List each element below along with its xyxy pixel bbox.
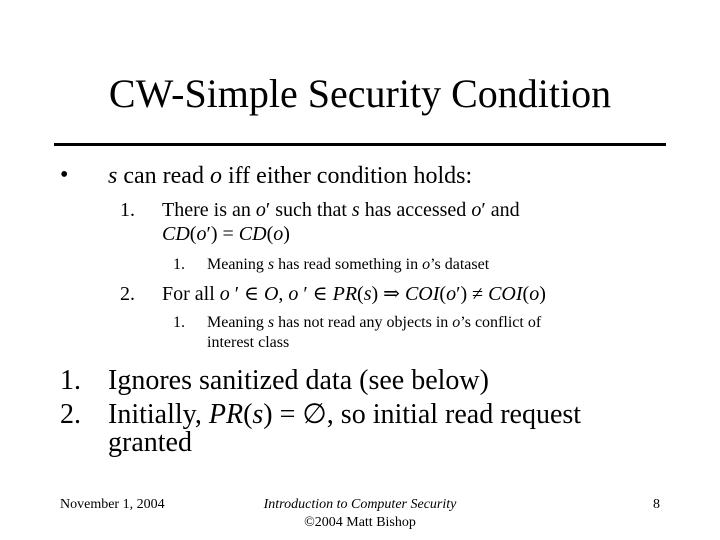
text-fragment: Meaning [207, 256, 268, 273]
var-o: o [422, 256, 431, 273]
footer-copyright: ©2004 Matt Bishop [304, 515, 416, 530]
var-o: o [446, 283, 457, 305]
text-fragment: , [278, 283, 289, 305]
text-fragment: has accessed [359, 199, 472, 221]
prime-symbol: ′ [206, 223, 211, 245]
text-fragment: can read [117, 163, 210, 189]
var-o: o [219, 283, 230, 305]
text-fragment: There is an [162, 199, 256, 221]
condition-1-sub-text [207, 255, 489, 275]
text-fragment: ( [357, 283, 364, 305]
text-fragment: has not read any objects in [274, 314, 453, 331]
var-o: o [209, 163, 222, 189]
var-o: o [196, 223, 207, 245]
page-number: 8 [653, 497, 660, 512]
var-s: s [267, 314, 275, 331]
prime-symbol: ′ [265, 199, 271, 221]
var-o: o [471, 199, 482, 221]
text-fragment: ) = [210, 223, 239, 245]
condition-1-number: 1. [120, 199, 135, 221]
var-o: o [288, 283, 299, 305]
func-cd: CD [238, 223, 267, 245]
var-s: s [252, 399, 264, 430]
point-1-number: 1. [60, 365, 81, 396]
text-fragment: and [485, 199, 520, 221]
math-symbol: ′ ∈ [298, 283, 333, 305]
condition-2-sub-number: 1. [173, 314, 185, 331]
condition-2-sub-text-line-2: interest class [207, 334, 290, 351]
prime-symbol: ′ [456, 283, 461, 305]
var-o: o [273, 223, 284, 245]
var-o: o [452, 314, 461, 331]
slide-title: CW-Simple Security Condition [108, 71, 612, 116]
func-pr: PR [208, 399, 244, 430]
text-fragment: ) [283, 223, 290, 245]
condition-2-sub-text [207, 313, 541, 333]
text-fragment: such that [270, 199, 352, 221]
condition-1-sub-number: 1. [173, 256, 185, 273]
var-s: s [363, 283, 372, 305]
text-fragment: has read something in [274, 256, 423, 273]
footer-course: Introduction to Computer Security [263, 497, 457, 512]
bullet-icon: • [60, 162, 69, 188]
text-fragment: ( [266, 223, 274, 245]
text-fragment: ( [522, 283, 530, 305]
point-2-text-line-2: granted [108, 427, 192, 458]
math-symbol: ) ⇒ [371, 283, 405, 305]
var-o: o [255, 199, 266, 221]
footer-date: November 1, 2004 [60, 497, 165, 512]
condition-1-line-1 [162, 198, 520, 222]
text-fragment: iff either condition holds: [221, 163, 473, 189]
text-fragment: ’s dataset [430, 256, 490, 273]
text-fragment: ) [539, 283, 546, 305]
condition-2-text [162, 282, 546, 306]
condition-1-line-2 [162, 222, 290, 246]
var-s: s [351, 199, 360, 221]
text-fragment: Meaning [207, 314, 268, 331]
func-pr: PR [332, 283, 358, 305]
func-coi: COI [488, 283, 523, 305]
math-symbol: ) ≠ [460, 283, 489, 305]
var-s: s [108, 163, 118, 189]
set-o: O [263, 283, 279, 305]
var-s: s [267, 256, 275, 273]
point-2-number: 2. [60, 399, 81, 430]
func-cd: CD [162, 223, 190, 245]
main-bullet-text [108, 160, 472, 192]
condition-2-number: 2. [120, 283, 135, 305]
text-fragment: For all [162, 283, 220, 305]
var-o: o [529, 283, 540, 305]
point-1-text: Ignores sanitized data (see below) [108, 365, 489, 396]
text-fragment: ) = ∅, so initial read request [263, 399, 582, 430]
text-fragment: Initially, [108, 399, 209, 430]
title-divider [54, 143, 666, 146]
text-fragment: ( [189, 223, 197, 245]
text-fragment: ( [439, 283, 447, 305]
math-symbol: ′ ∈ [229, 283, 264, 305]
prime-symbol: ′ [481, 199, 486, 221]
text-fragment: ( [243, 399, 253, 430]
func-coi: COI [404, 283, 440, 305]
text-fragment: ’s conflict of [460, 314, 542, 331]
